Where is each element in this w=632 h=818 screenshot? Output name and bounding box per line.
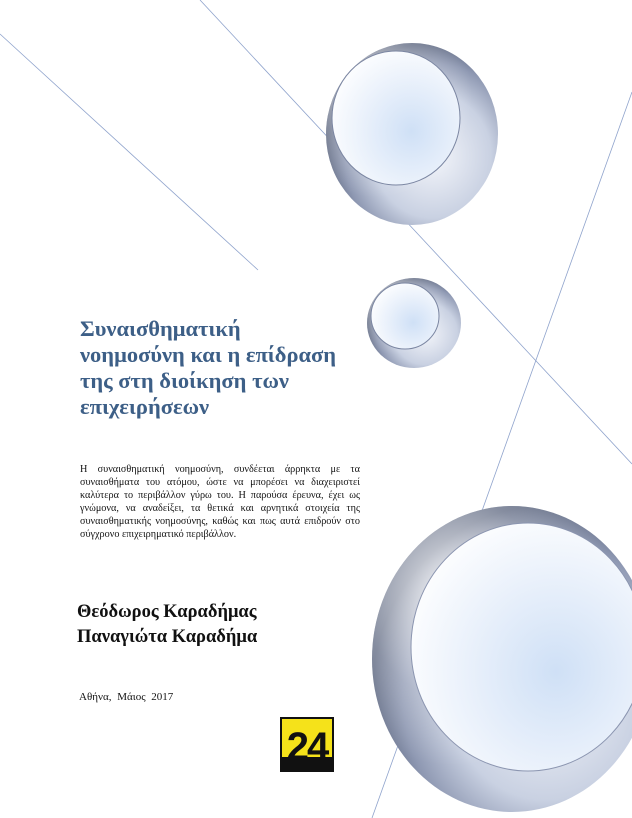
author-name: Θεόδωρος Καραδήμας	[77, 602, 257, 622]
title-line: της στη διοίκηση των	[80, 368, 289, 393]
small-dome-button	[367, 278, 461, 368]
bottom-dome-button	[372, 506, 632, 812]
document-title	[80, 316, 370, 420]
logo-text: 24	[286, 725, 328, 769]
abstract-paragraph: Η συναισθηματική νοημοσύνη, συνδέεται άρρηκτα με τα συναισθήματα του ατόμου, ώστε να μπορέσει να διαχειριστεί καλύτερα το περιβάλλον γύρω του. Η παρούσα έρευνα, έχει ως γνώμονα, να αναδείξει, τα θετικά και αρνητικά στοιχεία της συναισθηματικής νοημοσύνης, καθώς και πως αυτά επιδρούν στο σύγχρονο επιχειρηματικό περιβάλλον.	[80, 464, 360, 541]
title-line: νοημοσύνη και η επίδραση	[80, 342, 337, 367]
title-line: επιχειρήσεων	[80, 394, 210, 419]
title-line: Συναισθηματική	[80, 316, 241, 341]
publisher-logo	[280, 717, 334, 772]
diagonal-line-left	[0, 34, 258, 270]
author-name: Παναγιώτα Καραδήμα	[77, 627, 258, 647]
place-date: Αθήνα, Μάιος 2017	[79, 691, 174, 703]
authors	[77, 600, 377, 650]
large-dome-button	[326, 43, 498, 225]
